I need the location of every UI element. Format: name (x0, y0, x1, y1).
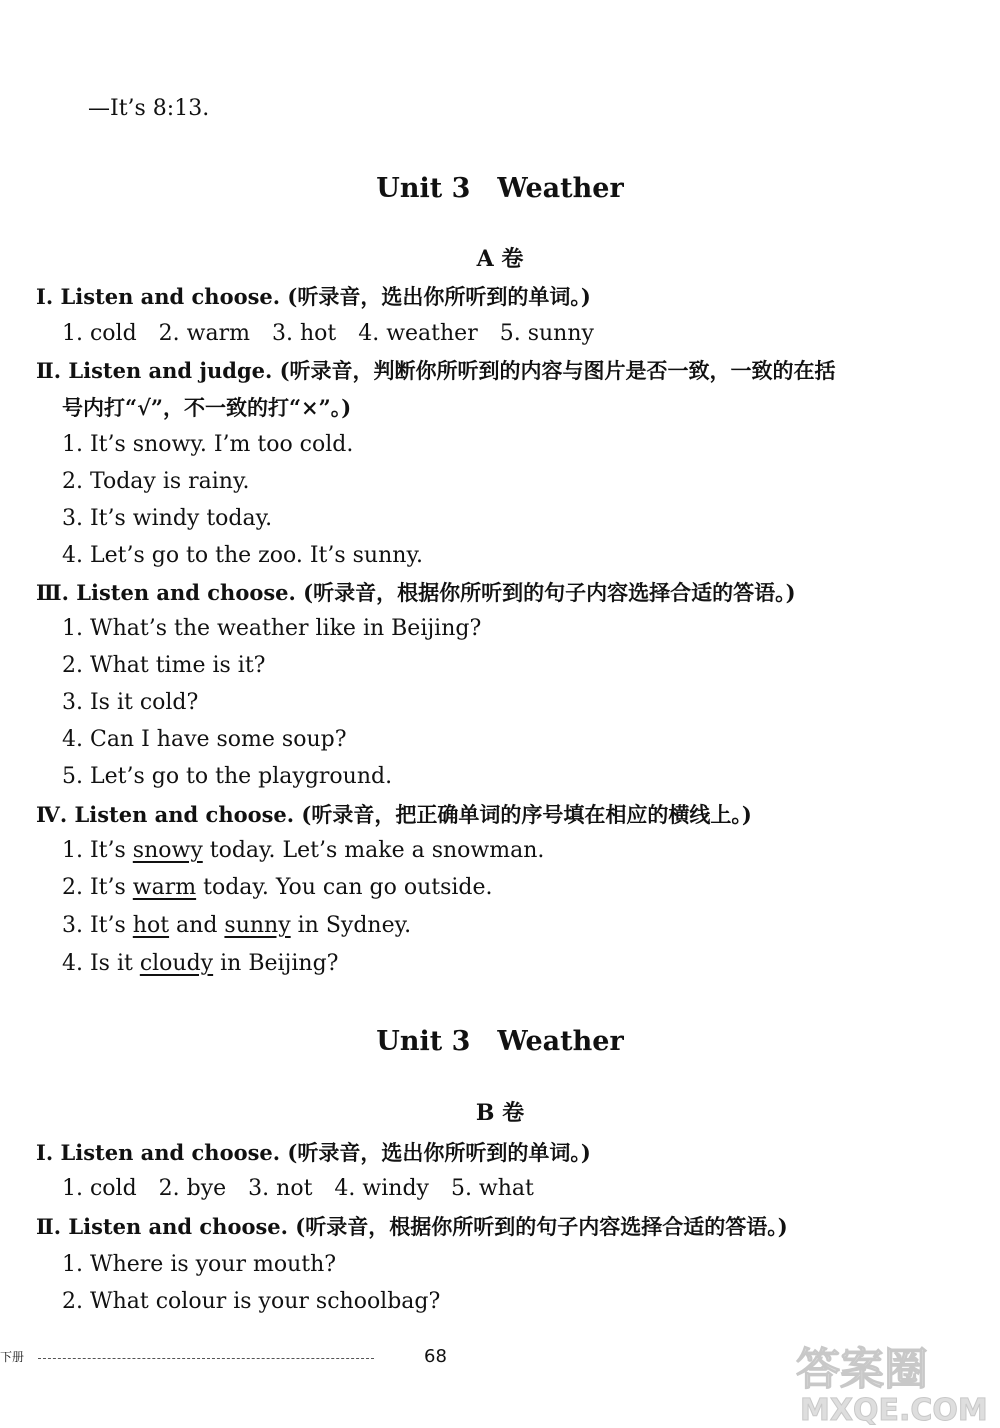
watermark-logo-bottom: MXQE.COM (800, 1393, 988, 1426)
list-item: 3. It’s windy today. (62, 506, 273, 531)
section-heading-a3: Ⅲ. Listen and choose. (听录音，根据你所听到的句子内容选择合适的答语。) (36, 580, 796, 605)
item-text: 2. It’s (62, 875, 133, 900)
list-item (62, 911, 411, 941)
list-item (62, 873, 493, 903)
list-item: 2. What time is it? (62, 653, 266, 678)
section-heading-a1: Ⅰ. Listen and choose. (听录音，选出你所听到的单词。) (36, 284, 591, 309)
item-text: in Sydney. (290, 913, 412, 938)
list-item: 1. Where is your mouth? (62, 1252, 337, 1277)
unit-title-b: Unit 3 Weather (376, 1026, 624, 1057)
list-item: 5. Let’s go to the playground. (62, 764, 393, 789)
footer-volume-label: 下册 (0, 1350, 25, 1364)
underlined-answer: hot (132, 913, 170, 938)
watermark-logo (790, 1338, 995, 1426)
item-text: in Beijing? (213, 951, 339, 976)
list-item (62, 836, 544, 866)
item-text: today. Let’s make a snowman. (202, 838, 545, 863)
list-item: 4. Let’s go to the zoo. It’s sunny. (62, 543, 423, 568)
item-text: 4. Is it (62, 951, 140, 976)
answer-line-a1: 1. cold 2. warm 3. hot 4. weather 5. sunny (62, 321, 594, 346)
previous-answer: —It’s 8:13. (88, 96, 210, 121)
underlined-answer: cloudy (139, 951, 214, 976)
footer-divider (38, 1358, 374, 1359)
answer-line-b1: 1. cold 2. bye 3. not 4. windy 5. what (62, 1176, 534, 1201)
section-heading-a4: Ⅳ. Listen and choose. (听录音，把正确单词的序号填在相应的横线上。) (36, 802, 752, 827)
unit-title-a: Unit 3 Weather (376, 173, 624, 204)
underlined-answer: snowy (132, 838, 203, 863)
list-item: 1. It’s snowy. I’m too cold. (62, 432, 354, 457)
list-item: 4. Can I have some soup? (62, 727, 347, 752)
underlined-answer: sunny (224, 913, 291, 938)
paper-label-b: B 卷 (475, 1100, 525, 1126)
section-heading-a2: Ⅱ. Listen and judge. (听录音，判断你所听到的内容与图片是否一致，一致的在括 (36, 358, 836, 383)
section-heading-a2-cont: 号内打“√”，不一致的打“×”。) (62, 395, 352, 420)
section-heading-b2: Ⅱ. Listen and choose. (听录音，根据你所听到的句子内容选择合适的答语。) (36, 1214, 788, 1239)
page-number: 68 (424, 1346, 447, 1367)
list-item: 2. Today is rainy. (62, 469, 250, 494)
list-item: 2. What colour is your schoolbag? (62, 1289, 441, 1314)
item-text: and (169, 913, 225, 938)
paper-label-a: A 卷 (476, 246, 524, 272)
underlined-answer: warm (132, 875, 197, 900)
watermark-logo-top: 答案圈 (796, 1344, 928, 1395)
item-text: today. You can go outside. (196, 875, 493, 900)
list-item: 1. What’s the weather like in Beijing? (62, 616, 482, 641)
list-item: 3. Is it cold? (62, 690, 199, 715)
list-item (62, 949, 338, 979)
item-text: 3. It’s (62, 913, 133, 938)
item-text: 1. It’s (62, 838, 133, 863)
section-heading-b1: Ⅰ. Listen and choose. (听录音，选出你所听到的单词。) (36, 1140, 591, 1165)
